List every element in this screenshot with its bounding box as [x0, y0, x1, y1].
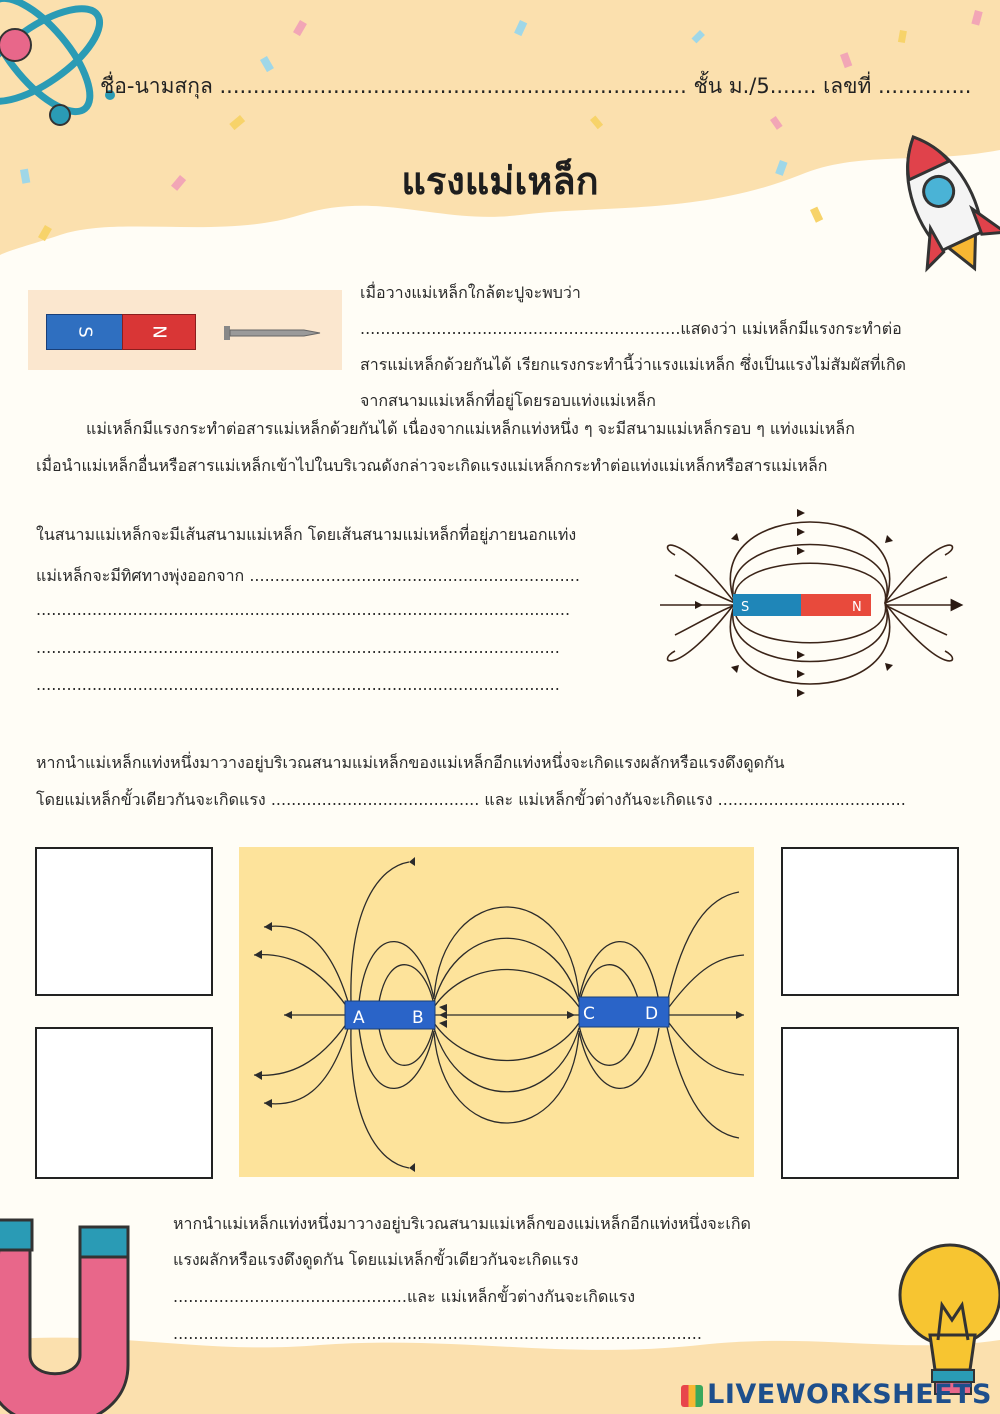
intro-line-3: สารแม่เหล็กด้วยกันได้ เรียกแรงกระทำนี้ว่าแรงแม่เหล็ก ซึ่งเป็นแรงไม่สัมผัสที่เกิด — [360, 355, 907, 374]
logo-grid-icon — [681, 1385, 703, 1407]
answer-box-bottom-left[interactable] — [35, 1027, 213, 1179]
answer-box-bottom-right[interactable] — [781, 1027, 959, 1179]
answer-dots-1: ......................................................................................................... — [36, 600, 571, 619]
page-title: แรงแม่เหล็ก — [401, 159, 599, 203]
header-banner — [0, 0, 1000, 270]
pole-b-label: B — [412, 1008, 424, 1028]
intro-line-4: จากสนามแม่เหล็กที่อยู่โดยรอบแท่งแม่เหล็ก — [360, 391, 656, 410]
horseshoe-magnet-icon — [0, 1215, 140, 1414]
paragraph-line-1: แม่เหล็กมีแรงกระทำต่อสารแม่เหล็กด้วยกันได้ เนื่องจากแม่เหล็กแท่งหนึ่ง ๆ จะมีสนามแม่เหล็กรอบ ๆ แท่งแม่เหล็ก — [86, 419, 855, 438]
answer-box-top-left[interactable] — [35, 847, 213, 996]
pole-a-label: A — [353, 1008, 365, 1028]
answer-dots-3: ....................................................................................................... — [36, 675, 560, 694]
intro-line-1: เมื่อวางแม่เหล็กใกล้ตะปูจะพบว่า — [360, 283, 581, 302]
liveworksheets-logo[interactable]: LIVEWORKSHEETS — [681, 1379, 992, 1410]
name-field-line: ชื่อ-นามสกุล ...................................................................... ชั้น ม./5....... เลขที่ .............. — [100, 74, 972, 98]
force-question-line-2: โดยแม่เหล็กขั้วเดียวกันจะเกิดแรง ......................................... และ แม่เหล็กขั้วต่างกันจะเกิดแรง ..................................... — [36, 790, 906, 809]
nail-icon — [224, 320, 324, 344]
pole-d-label: D — [645, 1004, 659, 1024]
field-line-text-2: แม่เหล็กจะมีทิศทางพุ่งออกจาก ................................................................. — [36, 566, 580, 585]
field-magnet-n-label: N — [852, 600, 862, 615]
field-magnet-s-label: S — [741, 600, 750, 615]
bottom-question-line-1: หากนำแม่เหล็กแท่งหนึ่งมาวางอยู่บริเวณสนามแม่เหล็กของแม่เหล็กอีกแท่งหนึ่งจะเกิด — [173, 1214, 751, 1233]
magnet-nail-image — [28, 290, 342, 370]
pole-c-label: C — [583, 1004, 595, 1024]
two-magnet-field-diagram — [239, 847, 754, 1177]
magnet-n-pole: N — [122, 314, 196, 350]
force-question-line-1: หากนำแม่เหล็กแท่งหนึ่งมาวางอยู่บริเวณสนามแม่เหล็กของแม่เหล็กอีกแท่งหนึ่งจะเกิดแรงผลักหรือแรงดึงดูดกัน — [36, 753, 785, 772]
bottom-question-line-2: แรงผลักหรือแรงดึงดูดกัน โดยแม่เหล็กขั้วเดียวกันจะเกิดแรง — [173, 1250, 579, 1269]
bottom-question-line-4: ........................................................................................................ — [173, 1324, 702, 1343]
answer-box-top-right[interactable] — [781, 847, 959, 996]
field-line-text-1: ในสนามแม่เหล็กจะมีเส้นสนามแม่เหล็ก โดยเส้นสนามแม่เหล็กที่อยู่ภายนอกแท่ง — [36, 525, 577, 544]
paragraph-line-2: เมื่อนำแม่เหล็กอื่นหรือสารแม่เหล็กเข้าไปในบริเวณดังกล่าวจะเกิดแรงแม่เหล็กกระทำต่อแท่งแม่เหล็กหรือสารแม่เหล็ก — [36, 456, 828, 475]
bar-magnet-field-diagram — [655, 485, 965, 720]
answer-dots-2: ....................................................................................................... — [36, 638, 560, 657]
magnet-s-pole: S — [46, 314, 124, 350]
intro-line-2: ...............................................................แสดงว่า แม่เหล็กมีแรงกระทำต่อ — [360, 319, 902, 338]
bottom-question-line-3: ..............................................และ แม่เหล็กขั้วต่างกันจะเกิดแรง — [173, 1287, 636, 1306]
